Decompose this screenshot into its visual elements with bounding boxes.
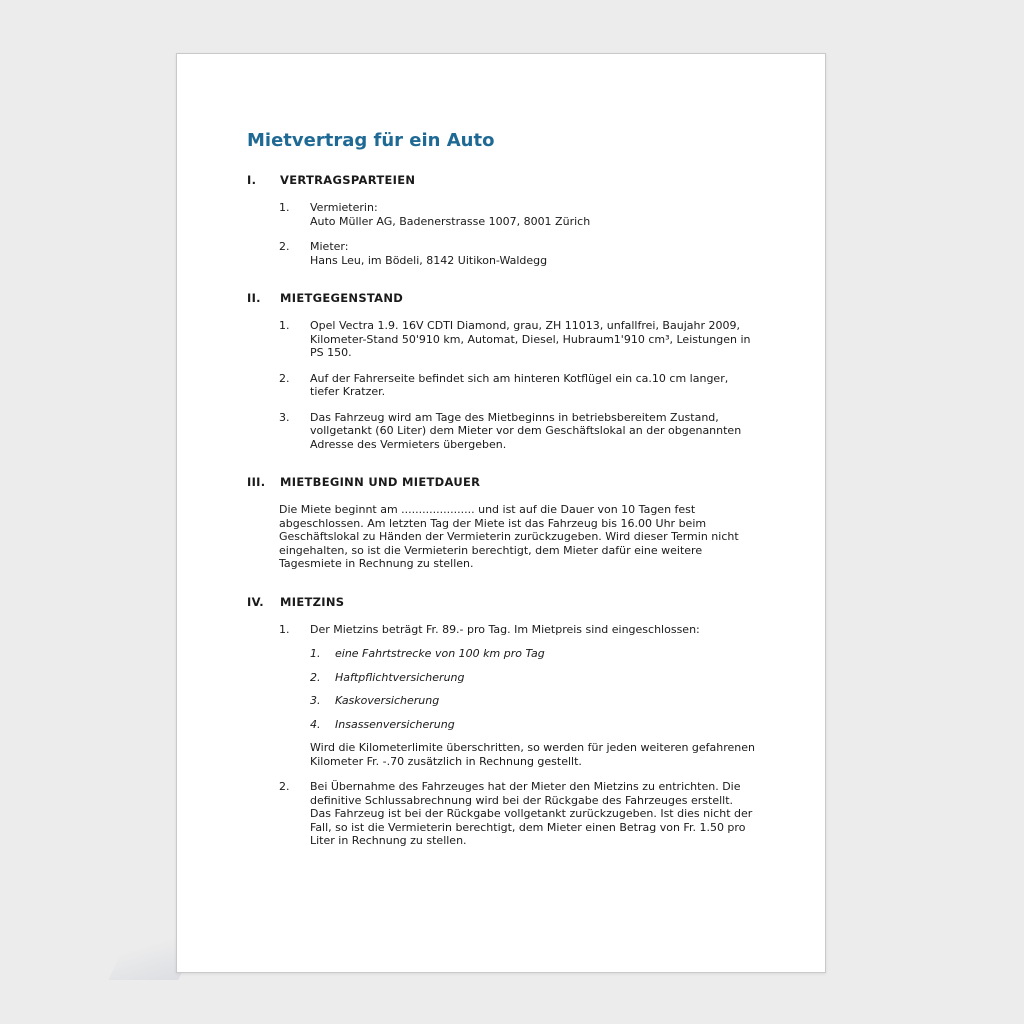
list-item xyxy=(279,201,757,228)
included-list xyxy=(310,647,757,731)
section-mietzins xyxy=(247,595,757,848)
document-content xyxy=(247,130,757,872)
list-item xyxy=(279,240,757,267)
item-number: 2. xyxy=(279,240,290,253)
list-item xyxy=(279,780,757,848)
included-item: 2. Haftpflichtversicherung xyxy=(310,670,465,684)
document-title: Mietvertrag für ein Auto xyxy=(247,130,495,151)
section-paragraph: Die Miete beginnt am ..................... und ist auf die Dauer von 10 Tagen fest abgeschlossen. Am letzten Tag der Miete ist das Fahrzeug bis 16.00 Uhr beim Geschäftslokal zu Händen der Vermieterin zurückzugeben. Wird dieser Termin nicht eingehalten, so ist die Vermieterin berechtigt, dem Mieter dafür eine weitere Tagesmiete in Rechnung zu stellen. xyxy=(279,503,739,570)
document-page xyxy=(176,53,826,973)
item-text: Opel Vectra 1.9. 16V CDTI Diamond, grau, ZH 11013, unfallfrei, Baujahr 2009, Kilometer-Stand 50'910 km, Automat, Diesel, Hubraum1'910 cm³, Leistungen in PS 150. xyxy=(310,319,751,359)
section-number: IV. xyxy=(247,594,264,609)
item-number: 2. xyxy=(279,371,290,385)
section-title: VERTRAGSPARTEIEN xyxy=(280,173,416,187)
list-item xyxy=(279,319,757,360)
item-text: Auf der Fahrerseite befindet sich am hinteren Kotflügel ein ca.10 cm langer, tiefer Kratzer. xyxy=(310,371,729,398)
section-heading xyxy=(247,291,757,305)
section-heading xyxy=(247,173,757,187)
section-number: II. xyxy=(247,291,261,305)
list-item xyxy=(279,623,757,769)
included-item: 4. Insassenversicherung xyxy=(310,717,455,731)
section-vertragsparteien xyxy=(247,173,757,267)
list-item xyxy=(279,411,757,452)
section-title: MIETGEGENSTAND xyxy=(280,291,404,305)
section-mietbeginn xyxy=(247,475,757,571)
item-number: 1. xyxy=(279,319,290,332)
section-number: III. xyxy=(247,475,266,489)
included-item: 1. eine Fahrtstrecke von 100 km pro Tag xyxy=(310,647,545,660)
list-item xyxy=(279,372,757,399)
kilometer-note: Wird die Kilometerlimite überschritten, so werden für jeden weiteren gefahrenen Kilometer Fr. -.70 zusätzlich in Rechnung gestellt. xyxy=(310,741,756,768)
item-number: 1. xyxy=(279,201,290,214)
item-value: Auto Müller AG, Badenerstrasse 1007, 8001 Zürich xyxy=(310,214,591,228)
included-item: 3. Kaskoversicherung xyxy=(310,694,440,707)
item-text: Das Fahrzeug wird am Tage des Mietbeginns in betriebsbereitem Zustand, vollgetankt (60 Liter) dem Mieter vor dem Geschäftslokal an der obgenannten Adresse des Vermieters übergeben. xyxy=(310,410,742,451)
item-number: 1. xyxy=(279,622,290,636)
item-label: Vermieterin: xyxy=(310,201,378,214)
item-text: Bei Übernahme des Fahrzeuges hat der Mieter den Mietzins zu entrichten. Die definitive Schlussabrechnung wird bei der Rückgabe des Fahrzeuges erstellt. Das Fahrzeug ist bei der Rückgabe vollgetankt zurückzugeben. Ist dies nicht der Fall, so ist die Vermieterin berechtigt, dem Mieter einen Betrag von Fr. 1.50 pro Liter in Rechnung zu stellen. xyxy=(310,780,753,847)
item-value: Hans Leu, im Bödeli, 8142 Uitikon-Waldegg xyxy=(310,253,548,267)
section-title: MIETBEGINN UND MIETDAUER xyxy=(280,475,481,489)
item-text: Der Mietzins beträgt Fr. 89.- pro Tag. Im Mietpreis sind eingeschlossen: xyxy=(310,622,700,636)
section-title: MIETZINS xyxy=(280,594,345,609)
section-heading xyxy=(247,595,757,609)
section-heading xyxy=(247,475,757,489)
item-number: 2. xyxy=(279,780,290,793)
section-number: I. xyxy=(247,173,257,187)
item-label: Mieter: xyxy=(310,240,349,253)
item-number: 3. xyxy=(279,410,290,424)
section-mietgegenstand xyxy=(247,291,757,451)
